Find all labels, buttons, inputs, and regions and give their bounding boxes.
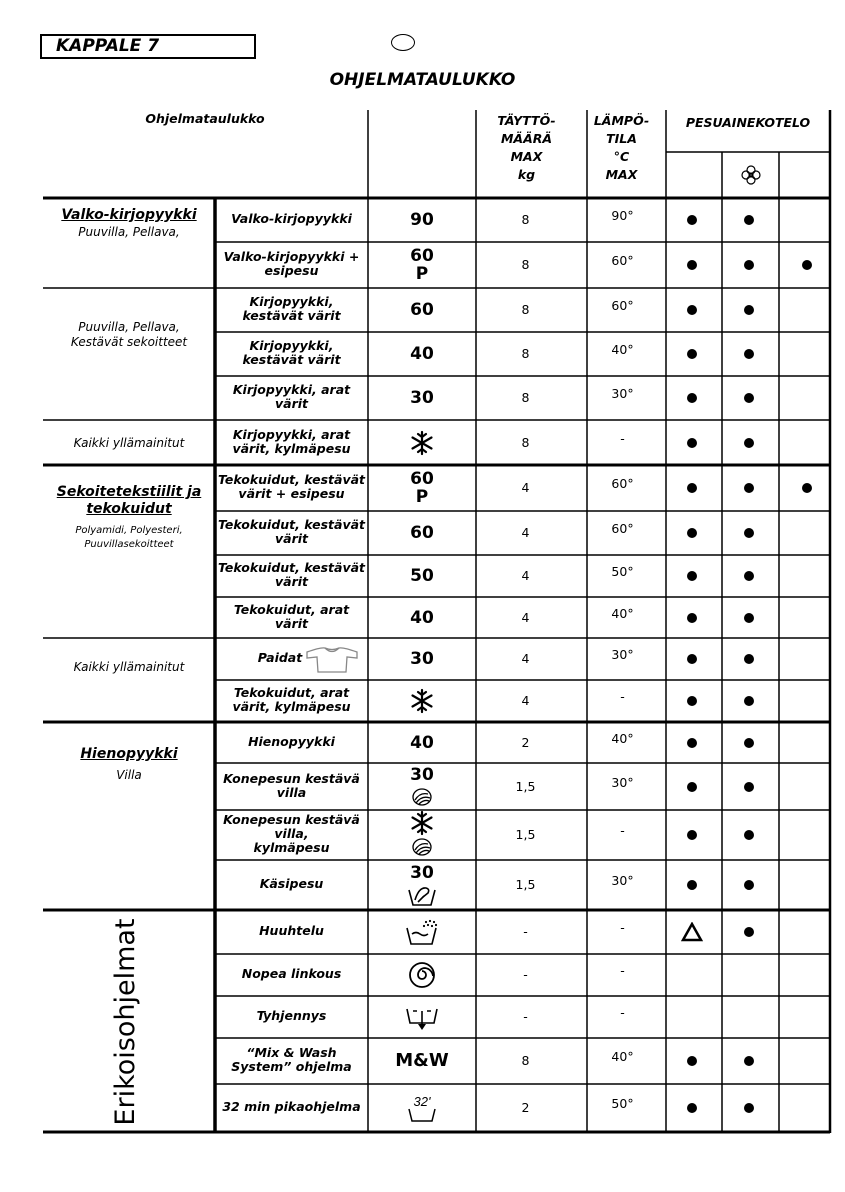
- detergent-prewash-mark: [687, 830, 697, 840]
- max-temperature: 40°: [611, 605, 634, 621]
- detergent-softener-mark: [744, 880, 754, 890]
- page-title: OHJELMATAULUKKO: [329, 70, 516, 90]
- header-temp-line: LÄMPÖ-: [593, 113, 650, 128]
- detergent-softener-mark: [744, 696, 754, 706]
- max-temperature: 30°: [611, 774, 634, 790]
- program-name: Tekokuidut, kestävät: [217, 472, 366, 487]
- program-name: värit: [274, 531, 308, 546]
- program-code: 60: [410, 469, 434, 489]
- header-program-table: Ohjelmataulukko: [145, 111, 265, 126]
- header-load-line: MÄÄRÄ: [500, 131, 553, 146]
- program-name: Kirjopyykki,: [249, 338, 334, 353]
- max-temperature: 60°: [611, 521, 634, 536]
- max-temperature: -: [620, 689, 625, 704]
- detergent-softener-mark: [744, 528, 754, 538]
- detergent-softener-mark: [744, 393, 754, 403]
- max-temperature: 90°: [611, 208, 634, 223]
- program-name: värit: [274, 574, 308, 589]
- max-load: -: [523, 1009, 528, 1024]
- category-subtitle: Polyamidi, Polyesteri,: [75, 525, 183, 536]
- category-subtitle: Puuvilla, Pellava,: [78, 225, 180, 239]
- program-name: Konepesun kestävä: [223, 812, 360, 827]
- max-load: 8: [521, 390, 530, 405]
- program-name: esipesu: [264, 263, 319, 278]
- program-code: M&W: [395, 1050, 449, 1071]
- max-temperature: 40°: [611, 1049, 634, 1064]
- detergent-softener-mark: [744, 305, 754, 315]
- detergent-prewash-mark: [687, 305, 697, 315]
- detergent-extra-mark: [802, 483, 812, 493]
- detergent-prewash-mark: [687, 215, 697, 225]
- program-name: värit + esipesu: [238, 486, 345, 501]
- program-code: P: [415, 264, 429, 284]
- max-temperature: -: [620, 430, 625, 446]
- program-code: 40: [410, 732, 434, 753]
- program-code: 60: [410, 246, 434, 266]
- max-load: 4: [521, 525, 530, 540]
- max-load: 4: [521, 568, 530, 583]
- max-temperature: 40°: [611, 342, 634, 357]
- category-title: tekokuidut: [86, 501, 172, 517]
- quick32-icon: [405, 1093, 439, 1127]
- detergent-softener-mark: [744, 738, 754, 748]
- max-load: 4: [521, 651, 530, 666]
- detergent-prewash-mark: [687, 696, 697, 706]
- max-temperature: 60°: [611, 253, 634, 268]
- max-load: 2: [521, 734, 530, 750]
- header-detergent: PESUAINEKOTELO: [685, 115, 811, 130]
- program-code: 30: [410, 388, 434, 408]
- detergent-prewash-mark: [687, 1103, 697, 1113]
- detergent-extra-mark: [802, 260, 812, 270]
- header-temp-line: TILA: [606, 131, 637, 146]
- wool-icon: [411, 787, 433, 811]
- program-name: Tyhjennys: [256, 1008, 327, 1023]
- program-name: villa,: [274, 826, 309, 841]
- category-subtitle: Kestävät sekoitteet: [70, 335, 188, 349]
- program-code: 30: [410, 764, 434, 785]
- detergent-softener-mark: [744, 215, 754, 225]
- detergent-prewash-mark: [687, 260, 697, 270]
- program-name: Kirjopyykki, arat: [232, 382, 351, 397]
- program-code: 30: [410, 863, 434, 883]
- detergent-softener-mark: [744, 927, 754, 937]
- detergent-prewash-mark: [687, 738, 697, 748]
- max-temperature: -: [620, 963, 625, 978]
- detergent-prewash-mark: [687, 613, 697, 623]
- program-code: 60: [410, 300, 434, 320]
- program-name: Tekokuidut, arat: [233, 685, 350, 700]
- program-name: kylmäpesu: [253, 840, 330, 855]
- detergent-softener-mark: [744, 1056, 754, 1066]
- program-name: Tekokuidut, kestävät: [217, 560, 366, 575]
- header-load-line: MAX: [510, 149, 543, 164]
- rinse-icon: [404, 918, 440, 950]
- program-code: 60: [410, 523, 434, 543]
- program-name: System” ohjelma: [231, 1059, 352, 1074]
- max-load: 4: [521, 609, 530, 625]
- max-load: 8: [521, 1053, 530, 1068]
- program-name: värit: [274, 396, 308, 411]
- max-load: 4: [521, 480, 530, 495]
- detergent-softener-mark: [744, 613, 754, 623]
- detergent-prewash-mark: [687, 782, 697, 792]
- category-title: Erikoisohjelmat: [110, 918, 141, 1126]
- program-name: Hienopyykki: [248, 733, 335, 749]
- program-name: Tekokuidut, arat: [233, 601, 350, 617]
- detergent-prewash-mark: [687, 528, 697, 538]
- max-load: 8: [521, 302, 530, 317]
- detergent-softener-mark: [744, 438, 754, 448]
- max-temperature: 30°: [611, 873, 634, 888]
- detergent-softener-mark: [744, 260, 754, 270]
- program-code: P: [415, 487, 429, 507]
- max-load: 2: [521, 1100, 530, 1115]
- program-name: villa: [276, 784, 307, 800]
- detergent-prewash-mark: [687, 438, 697, 448]
- detergent-prewash-mark: [687, 1056, 697, 1066]
- snowflake-icon: [409, 810, 435, 840]
- program-name: värit, kylmäpesu: [232, 440, 351, 456]
- max-load: 1,5: [515, 877, 536, 892]
- category-title: Valko-kirjopyykki: [61, 207, 197, 223]
- program-code: 30: [410, 649, 434, 669]
- detergent-prewash-mark: [687, 880, 697, 890]
- header-load-line: TÄYTTÖ-: [497, 113, 556, 128]
- header-temp-line: °C: [613, 149, 630, 164]
- svg-text:32': 32': [413, 1094, 431, 1109]
- program-name: Paidat: [257, 650, 303, 665]
- max-load: 8: [521, 434, 530, 450]
- max-load: 1,5: [515, 778, 536, 794]
- snowflake-icon: [409, 430, 435, 460]
- detergent-softener-mark: [744, 349, 754, 359]
- max-load: 1,5: [515, 827, 536, 842]
- max-load: 8: [521, 212, 530, 227]
- program-name: värit, kylmäpesu: [232, 699, 351, 714]
- category-subtitle: Villa: [116, 768, 142, 782]
- max-temperature: 60°: [611, 476, 634, 491]
- program-name: 32 min pikaohjelma: [222, 1099, 361, 1114]
- detergent-softener-mark: [744, 654, 754, 664]
- category-subtitle: Kaikki yllämainitut: [73, 660, 185, 674]
- program-name: Nopea linkous: [241, 966, 342, 981]
- detergent-prewash-mark: [687, 571, 697, 581]
- max-temperature: -: [620, 1005, 625, 1020]
- program-code: 90: [410, 210, 434, 230]
- handwash-icon: [406, 882, 438, 912]
- category-subtitle: Puuvillasekoitteet: [84, 539, 174, 550]
- max-load: -: [523, 924, 528, 939]
- program-name: kestävät värit: [242, 308, 341, 323]
- detergent-prewash-mark: [681, 922, 703, 946]
- program-name: Valko-kirjopyykki: [231, 211, 352, 226]
- max-temperature: 50°: [611, 1096, 634, 1111]
- detergent-softener-mark: [744, 571, 754, 581]
- program-name: Huuhtelu: [259, 923, 324, 938]
- program-name: Tekokuidut, kestävät: [217, 517, 366, 532]
- detergent-softener-mark: [744, 782, 754, 792]
- max-temperature: -: [620, 823, 625, 838]
- wool-icon: [411, 837, 433, 861]
- max-load: 8: [521, 257, 530, 272]
- category-subtitle: Puuvilla, Pellava,: [78, 320, 180, 334]
- max-temperature: 60°: [611, 298, 634, 313]
- category-subtitle: Kaikki yllämainitut: [73, 436, 185, 450]
- shirt-icon: [303, 644, 361, 678]
- program-code: 40: [410, 344, 434, 364]
- program-name: Konepesun kestävä: [223, 770, 360, 786]
- detergent-prewash-mark: [687, 393, 697, 403]
- program-name: Kirjopyykki, arat: [232, 426, 351, 442]
- detergent-prewash-mark: [687, 654, 697, 664]
- header-temp-line: MAX: [605, 167, 638, 182]
- max-temperature: 30°: [611, 386, 634, 401]
- program-code: 50: [410, 566, 434, 586]
- program-name: “Mix & Wash: [246, 1045, 337, 1060]
- detergent-softener-mark: [744, 830, 754, 840]
- detergent-prewash-mark: [687, 483, 697, 493]
- category-title: Sekoitetekstiilit ja: [56, 484, 202, 500]
- snowflake-icon: [409, 688, 435, 718]
- detergent-softener-mark: [744, 483, 754, 493]
- chapter-label: KAPPALE 7: [56, 36, 160, 56]
- header-load-line: kg: [517, 167, 536, 182]
- program-name: värit: [274, 615, 308, 631]
- program-name: Käsipesu: [259, 876, 324, 891]
- category-title: Hienopyykki: [80, 746, 178, 762]
- spin-icon: [408, 961, 436, 993]
- detergent-prewash-mark: [687, 349, 697, 359]
- max-load: 4: [521, 693, 530, 708]
- max-load: 8: [521, 346, 530, 361]
- max-temperature: 50°: [611, 564, 634, 579]
- max-temperature: -: [620, 920, 625, 935]
- max-temperature: 40°: [611, 730, 634, 746]
- drain-icon: [404, 1003, 440, 1035]
- max-temperature: 30°: [611, 647, 634, 662]
- detergent-softener-mark: [744, 1103, 754, 1113]
- program-name: kestävät värit: [242, 352, 341, 367]
- program-name: Kirjopyykki,: [249, 294, 334, 309]
- max-load: -: [523, 967, 528, 982]
- flower-icon: [740, 164, 762, 190]
- program-name: Valko-kirjopyykki +: [223, 249, 360, 264]
- program-code: 40: [410, 607, 434, 628]
